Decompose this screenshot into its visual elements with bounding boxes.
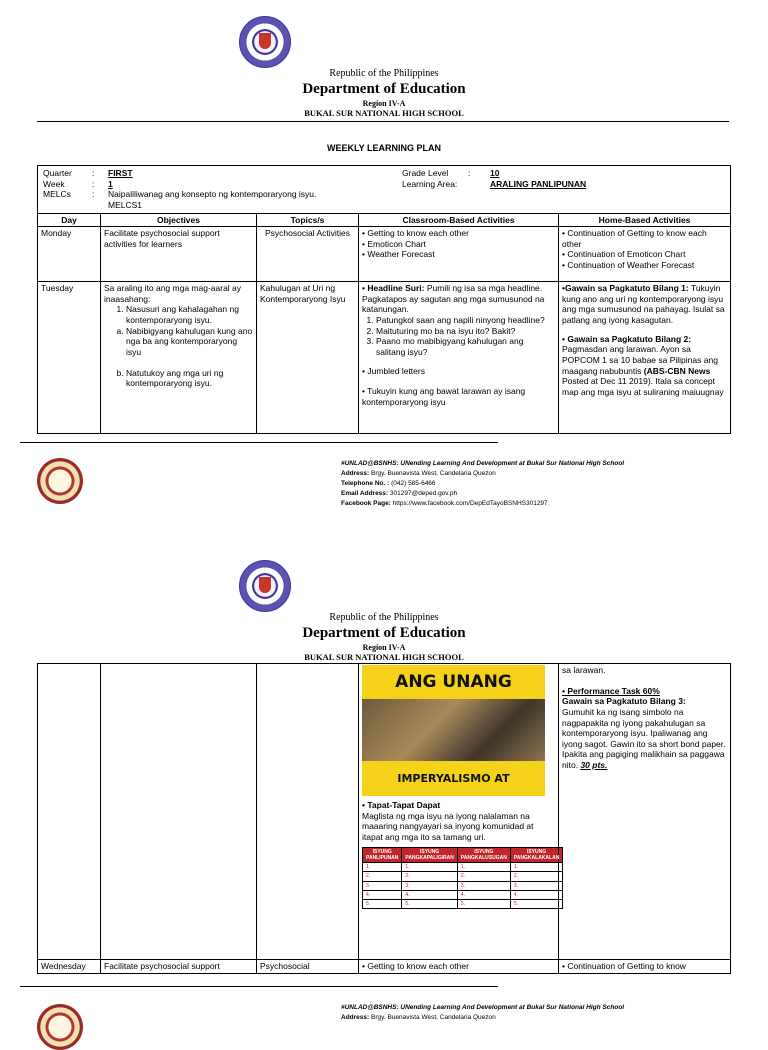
quarter-label: Quarter xyxy=(43,168,72,178)
monday-objectives: Facilitate psychosocial support activities for learners xyxy=(101,227,257,282)
deped-seal-icon xyxy=(239,16,291,68)
area-value: ARALING PANLIPUNAN xyxy=(490,178,587,189)
melcs-label: MELCs xyxy=(43,189,71,200)
colon: : xyxy=(92,178,95,189)
deped-seal-icon xyxy=(239,560,291,612)
colon: : xyxy=(92,168,95,178)
wednesday-classroom: • Getting to know each other xyxy=(359,960,559,974)
school-name: BUKAL SUR NATIONAL HIGH SCHOOL xyxy=(304,652,464,662)
wednesday-objectives: Facilitate psychosocial support xyxy=(101,960,257,974)
school-logo-icon xyxy=(37,1004,83,1050)
week-value: 1 xyxy=(108,178,113,189)
letterhead xyxy=(0,68,768,118)
col-home: Home-Based Activities xyxy=(559,213,731,227)
document-title: WEEKLY LEARNING PLAN xyxy=(326,143,441,153)
footer-rule xyxy=(20,442,498,443)
footer-info: #UNLAD@BSNHS: UNending Learning And Development at Bukal Sur National High School Address: Brgy. Buenavista West, Candelaria Quezon xyxy=(341,1004,625,1022)
day-tuesday: Tuesday xyxy=(38,282,101,434)
monday-home: • Continuation of Getting to know each other • Continuation of Emoticon Chart • Continuation of Weather Forecast xyxy=(559,227,731,282)
table-row xyxy=(38,960,731,974)
monday-topics: Psychosocial Activities xyxy=(257,227,359,282)
colon: : xyxy=(468,168,471,178)
tuesday-classroom: • Headline Suri: Pumili ng isa sa mga headline. Pagkatapos ay sagutan ang mga sumusunod na katanungan. 1. Patungkol saan ang napili ninyong headline? 2. Maituturing mo ba na isyu ito? Bakit? 3. Paano mo mabibigyang kahulugan ang salitang isyu? • Jumbled letters • Tukuyin kung ang bawat larawan ay isang kontemporaryong isyu xyxy=(359,282,559,434)
col-topics: Topics/s xyxy=(257,213,359,227)
melcs-value: Naipaliliwanag ang konsepto ng kontemporaryong isyu. xyxy=(108,189,317,200)
republic-text: Republic of the Philippines xyxy=(329,612,439,623)
weekly-plan-table-continued xyxy=(37,663,731,974)
footer-rule xyxy=(20,986,498,987)
school-name: BUKAL SUR NATIONAL HIGH SCHOOL xyxy=(304,108,464,118)
tuesday-objectives: Sa araling ito ang mga mag-aaral ay inaasahang: 1. Nasusuri ang kahalagahan ng kontemporaryong isyu. a. Nabibigyang kahulugan kung ano nga ba ang kontemporaryong isyu b. Natutukoy ang mga uri ng kontemporaryong isyu. xyxy=(101,282,257,434)
wednesday-home: • Continuation of Getting to know xyxy=(559,960,731,974)
department-title: Department of Education xyxy=(302,81,466,97)
tuesday-home-cont: sa larawan. • Performance Task 60% Gawain sa Pagkatuto Bilang 3: Gumuhit ka ng isang simbolo na nagpapakita ng iyong pakahulugan sa kontemporaryong isyu. Ipaliwanag ang iyong sagot. Gawin ito sa short bond paper. Ipakita ang pagiging malikhain sa paggawa nito. 30 pts. xyxy=(559,664,731,960)
day-wednesday: Wednesday xyxy=(38,960,101,974)
monday-classroom: • Getting to know each other • Emoticon Chart • Weather Forecast xyxy=(359,227,559,282)
col-day: Day xyxy=(38,213,101,227)
week-label: Week xyxy=(43,178,65,189)
melcs-code: MELCS1 xyxy=(108,199,143,210)
col-classroom: Classroom-Based Activities xyxy=(359,213,559,227)
imperialism-poster: ANG UNANG IMPERYALISMO AT xyxy=(362,665,545,796)
weekly-plan-table xyxy=(37,165,731,434)
colon: : xyxy=(92,189,95,200)
grade-label: Grade Level xyxy=(402,168,449,178)
wednesday-topics: Psychosocial xyxy=(257,960,359,974)
school-logo-icon xyxy=(37,458,83,504)
day-monday: Monday xyxy=(38,227,101,282)
quarter-value: FIRST xyxy=(108,168,133,178)
department-title: Department of Education xyxy=(302,625,466,641)
table-row xyxy=(38,282,731,434)
table-row xyxy=(38,664,731,960)
table-row xyxy=(38,227,731,282)
tuesday-home: •Gawain sa Pagkatuto Bilang 1: Tukuyin kung ano ang uri ng kontemporaryong isyu ang mga sumusunod na pahayag. Isulat sa patlang ang iyong kasagutan. • Gawain sa Pagkatuto Bilang 2: Pagmasdan ang larawan. Ayon sa POPCOM 1 sa 10 babae sa Pilipinas ang maagang nabubuntis (ABS-CBN News Posted at Dec 11 2019). Itala sa concept map ang mga isyu at suliraning maiuugnay xyxy=(559,282,731,434)
region-text: Region IV-A xyxy=(362,643,406,652)
tuesday-classroom-cont: ANG UNANG IMPERYALISMO AT • Tapat-Tapat Dapat Maglista ng mga isyu na iyong nalalaman na maaaring nangyayari sa inyong komunidad at itapat ang mga ito sa tamang uri. ISYUNG PANLIPUNAN ISYUNG PANGKAPALIGIRAN ISYUNG PANGKALUSUGAN ISYUNG PANGKALAKALAN 1. 1. 1. 1. 2. 2. 2. 2. 3. 3. 3. 3. 4. 4. 4. 4. 5. 5. 5. 5. xyxy=(359,664,559,960)
column-header-row xyxy=(38,213,731,227)
region-text: Region IV-A xyxy=(362,99,406,108)
poster-illustration xyxy=(362,699,545,761)
issue-type-table: ISYUNG PANLIPUNAN ISYUNG PANGKAPALIGIRAN ISYUNG PANGKALUSUGAN ISYUNG PANGKALAKALAN 1. 1. 1. 1. 2. 2. 2. 2. 3. 3. 3. 3. 4. 4. 4. 4. 5. 5. 5. 5. xyxy=(362,847,563,910)
republic-text: Republic of the Philippines xyxy=(329,68,439,79)
area-label: Learning Area: xyxy=(402,178,458,189)
header-rule xyxy=(37,121,729,122)
grade-value: 10 xyxy=(490,168,500,178)
col-objectives: Objectives xyxy=(101,213,257,227)
footer-info: #UNLAD@BSNHS: UNending Learning And Development at Bukal Sur National High School Address: Brgy. Buenavista West, Candelaria Quezon Telephone No. : (042) 585-6466 Email Address: 301297@deped.gov.ph Facebook Page: https://www.facebook.com/DepEdTayoBSNHS301297 xyxy=(341,460,625,508)
meta-row xyxy=(38,166,731,214)
tuesday-topics: Kahulugan at Uri ng Kontemporaryong Isyu xyxy=(257,282,359,434)
letterhead xyxy=(0,612,768,662)
